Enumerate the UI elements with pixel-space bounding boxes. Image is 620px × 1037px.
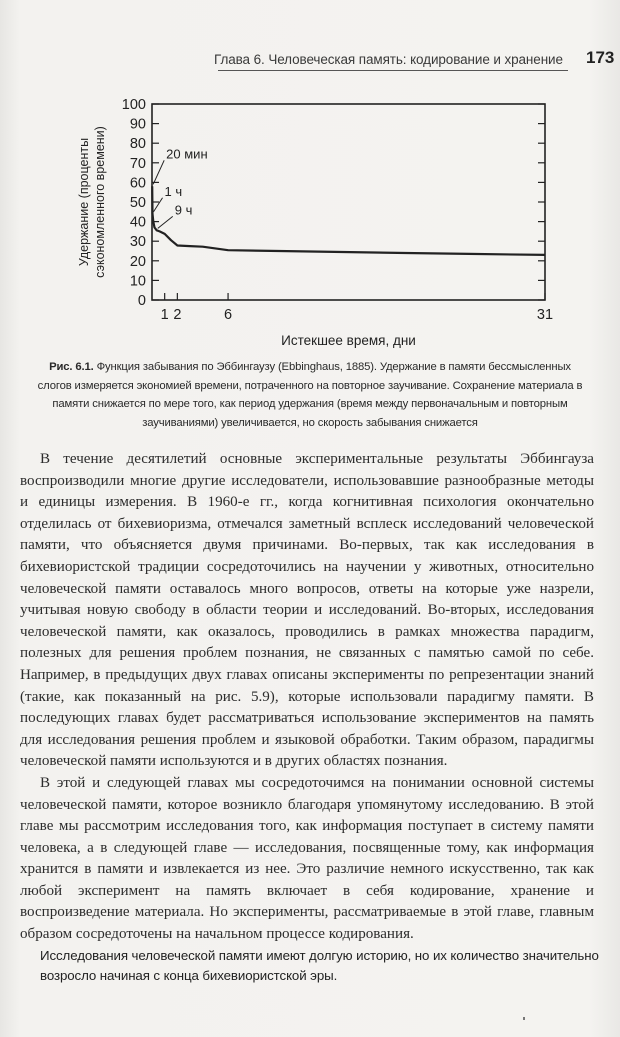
x-tick-label: 2 <box>173 307 182 323</box>
figure-caption <box>36 358 584 432</box>
annotation-leader <box>154 198 163 212</box>
x-tick-label: 31 <box>536 307 554 323</box>
x-axis-label: Истекшее время, дни <box>281 333 416 348</box>
y-tick-label: 30 <box>129 234 146 251</box>
y-tick-label: 40 <box>129 214 146 231</box>
caption-text: Функция забывания по Эббингаузу (Ebbinghaus, 1885). Удержание в памяти бессмысленных слогов измеряется экономией времени, потраченного на повторное заучивание. Сохранение материала в памяти снижается по мере того, как период удержания (время между первоначальным и повторным заучиваниями) увеличивается, но скорость забывания снижается <box>37 361 583 429</box>
annotation-leader <box>153 160 164 184</box>
page-number: 173 <box>586 48 615 67</box>
caption-label: Рис. 6.1. <box>49 361 94 373</box>
y-tick-label: 70 <box>129 155 146 172</box>
annotation-label: 20 мин <box>166 146 208 162</box>
paragraph-1: В течение десятилетий основные экспериментальные результаты Эббингауза воспроизводили многие другие исследователи, использовавшие разнообразные методы и единицы измерения. В 1960-е гг., когда когнитивная психология окончательно отделилась от бихевиоризма, отмечался заметный всплеск исследований человеческой памяти, что объясняется двумя причинами. Во-первых, так как исследования в бихевиористской традиции сосредоточились на научении у животных, относительно человеческой памяти оставалось много вопросов, ответы на которые уже назрели, учитывая новую свободу в области теории и исследований. Во-вторых, исследования человеческой памяти, как оказалось, проводились в рамках множества парадигм, полезных для решения проблем познания, не связанных с памятью самой по себе. Например, в предыдущих двух главах описаны эксперименты по репрезентации знаний (такие, как показанный на рис. 5.9), которые использовали парадигму памяти. В последующих главах будет рассматриваться использование экспериментов на память для исследования решения проблем и языковой обработки. Таким образом, парадигмы человеческой памяти используются и в других областях познания. <box>20 451 594 770</box>
header-rule <box>218 70 568 71</box>
annotation-label: 1 ч <box>164 183 183 199</box>
paragraph-2: В этой и следующей главах мы сосредоточимся на понимании основной системы человеческой памяти, которое возникло благодаря упомянутому исследованию. В этой главе мы рассмотрим исследования того, как информация поступает в систему памяти человека, а в следующей главе — исследования, посвященные тому, как информация хранится в памяти и извлекается из нее. Это различие немного искусственно, так как любой эксперимент на память включает в себя кодирование, хранение и воспроизведение материала. Но эксперименты, рассматриваемые в этой главе, главным образом сосредоточены на начальном процессе кодирования. <box>20 774 594 943</box>
plot-frame <box>152 104 545 300</box>
y-tick-label: 50 <box>129 195 146 211</box>
retention-curve <box>152 183 545 255</box>
y-tick-label: 0 <box>137 293 146 309</box>
forgetting-curve-chart <box>0 80 620 350</box>
x-tick-label: 1 <box>160 307 169 323</box>
running-head: Глава 6. Человеческая память: кодирование и хранение <box>214 52 563 67</box>
y-axis-label-line-1: Удержание (проценты <box>77 137 91 267</box>
y-tick-label: 20 <box>129 253 146 270</box>
annotation-leader <box>158 216 173 228</box>
y-axis-label-line-2: сэкономленного времени) <box>93 126 107 278</box>
y-tick-label: 10 <box>129 273 146 290</box>
highlight-summary: Исследования человеческой памяти имеют долгую историю, но их количество значительно возросло начиная с конца бихевиористской эры. <box>40 948 599 983</box>
annotation-label: 9 ч <box>174 202 193 218</box>
y-tick-label: 90 <box>129 116 146 133</box>
body-text <box>20 449 594 946</box>
scan-speck <box>523 1017 525 1020</box>
y-tick-label: 80 <box>129 136 146 153</box>
y-tick-label: 100 <box>121 97 146 113</box>
y-tick-label: 60 <box>129 175 146 192</box>
x-tick-label: 6 <box>224 307 233 323</box>
